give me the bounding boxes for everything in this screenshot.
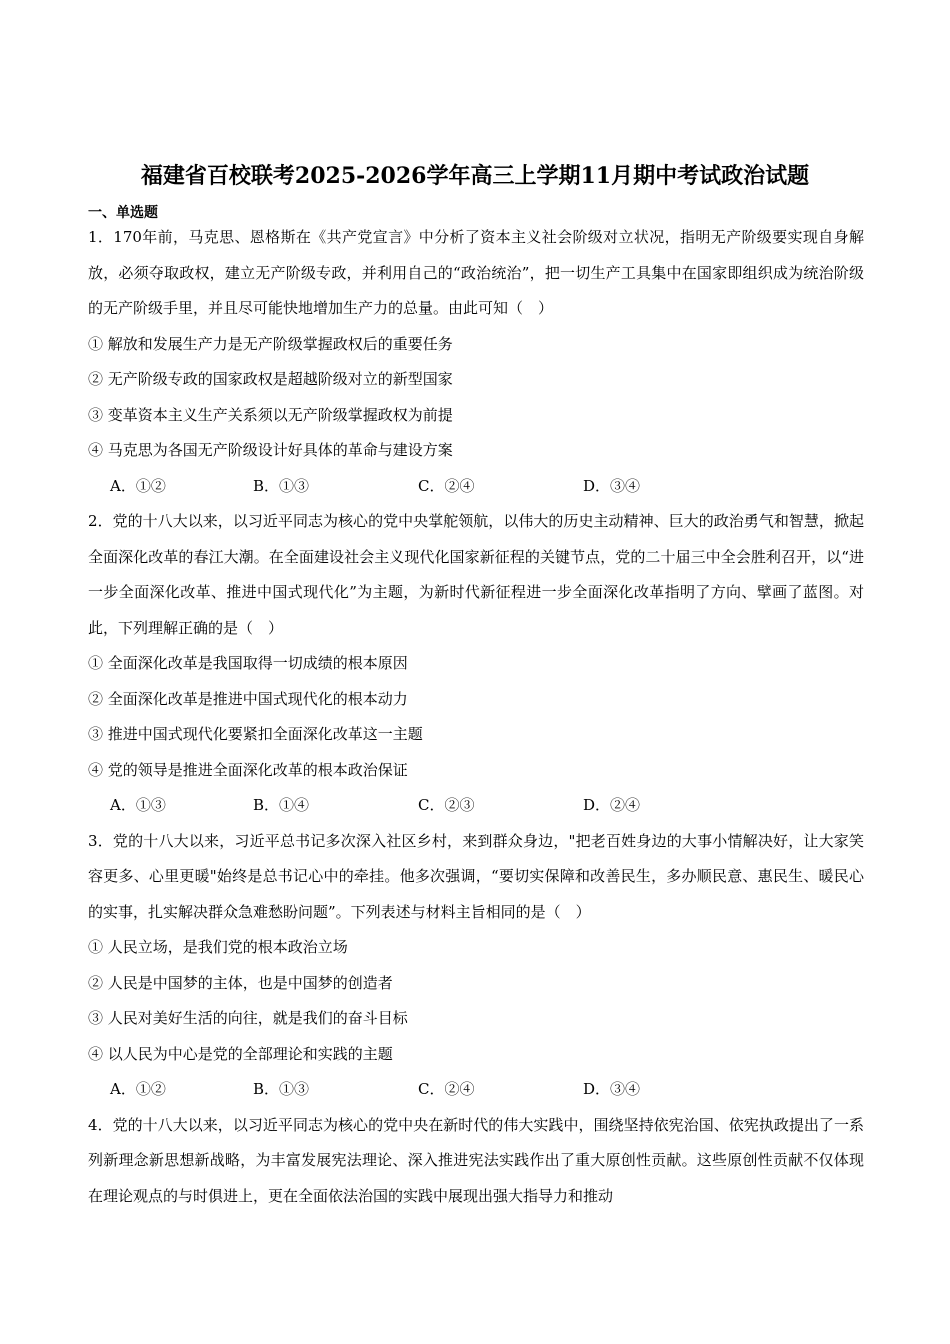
statement-option: ① 全面深化改革是我国取得一切成绩的根本原因	[88, 654, 408, 672]
statement-option: ① 解放和发展生产力是无产阶级掌握政权后的重要任务	[88, 334, 453, 353]
question-stem: 3．党的十八大以来，习近平总书记多次深入社区乡村，来到群众身边，"把老百姓身边的大事小情解决好，让大家笑容更多、心里更暖"始终是总书记心中的牵挂。他多次强调，“要切实保障和改善民生，多办顺民意、惠民生、暖民心的实事，扎实解决群众急难愁盼问题”。下列表述与材料主旨相同的是（ ）	[88, 831, 864, 921]
choice-a: A．①②	[110, 1080, 166, 1098]
question-4	[88, 1108, 864, 1215]
statement-option: ③ 变革资本主义生产关系须以无产阶级掌握政权为前提	[88, 405, 453, 424]
choice-d: D．②④	[583, 796, 641, 814]
statement-option: ② 全面深化改革是推进中国式现代化的根本动力	[88, 689, 408, 708]
statement-option: ③ 推进中国式现代化要紧扣全面深化改革这一主题	[88, 725, 423, 743]
choice-b: B．①③	[253, 476, 310, 495]
question-2	[88, 504, 864, 824]
choice-c: C．②④	[418, 476, 475, 495]
answer-choices	[88, 1072, 864, 1108]
question-stem: 1．170年前，马克思、恩格斯在《共产党宣言》中分析了资本主义社会阶级对立状况，指明无产阶级要实现自身解放，必须夺取政权，建立无产阶级专政，并利用自己的“政治统治”，把一切生产工具集中在国家即组织成为统治阶级的无产阶级手里，并且尽可能快地增加生产力的总量。由此可知（ ）	[88, 228, 864, 317]
question-stem: 4．党的十八大以来，以习近平同志为核心的党中央在新时代的伟大实践中，围绕坚持依宪治国、依宪执政提出了一系列新理念新思想新战略，为丰富发展宪法理论、深入推进宪法实践作出了重大原创性贡献。这些原创性贡献不仅体现在理论观点的与时俱进上，更在全面依法治国的实践中展现出强大指导力和推动	[88, 1115, 864, 1205]
page-title: 福建省百校联考2025-2026学年高三上学期11月期中考试政治试题	[140, 163, 810, 189]
section-heading: 一、单选题	[88, 205, 158, 221]
choice-a: A．①③	[110, 796, 166, 814]
statement-option: ① 人民立场，是我们党的根本政治立场	[88, 938, 348, 956]
statement-option: ③ 人民对美好生活的向往，就是我们的奋斗目标	[88, 1009, 408, 1027]
statement-option: ② 人民是中国梦的主体，也是中国梦的创造者	[88, 973, 393, 992]
answer-choices	[88, 469, 864, 505]
statement-option: ② 无产阶级专政的国家政权是超越阶级对立的新型国家	[88, 370, 453, 388]
choice-c: C．②④	[418, 1080, 475, 1098]
question-3	[88, 824, 864, 1108]
choice-b: B．①④	[253, 796, 310, 814]
choice-c: C．②③	[418, 796, 475, 814]
choice-b: B．①③	[253, 1080, 310, 1098]
statement-option: ④ 马克思为各国无产阶级设计好具体的革命与建设方案	[88, 441, 453, 459]
statement-option: ④ 以人民为中心是党的全部理论和实践的主题	[88, 1044, 393, 1063]
questions-list	[88, 220, 864, 1214]
answer-choices	[88, 788, 864, 824]
question-1	[88, 220, 864, 504]
statement-option: ④ 党的领导是推进全面深化改革的根本政治保证	[88, 760, 408, 779]
choice-d: D．③④	[583, 1080, 641, 1098]
question-stem: 2．党的十八大以来，以习近平同志为核心的党中央掌舵领航，以伟大的历史主动精神、巨大的政治勇气和智慧，掀起全面深化改革的春江大潮。在全面建设社会主义现代化国家新征程的关键节点，党的二十届三中全会胜利召开，以“进一步全面深化改革、推进中国式现代化”为主题，为新时代新征程进一步全面深化改革指明了方向、擘画了蓝图。对此，下列理解正确的是（ ）	[88, 512, 864, 637]
choice-a: A．①②	[110, 476, 166, 495]
choice-d: D．③④	[583, 476, 641, 495]
